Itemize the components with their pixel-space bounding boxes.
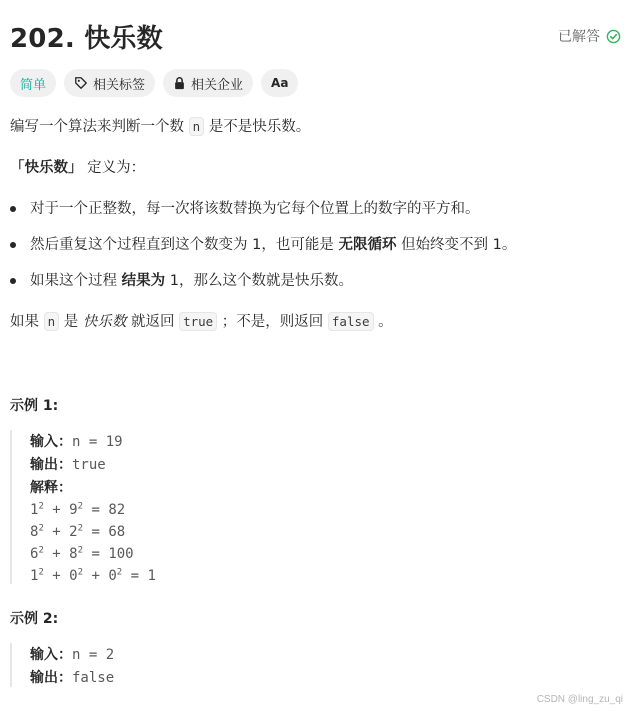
related-topics-button[interactable] [64,69,155,97]
check-circle-icon [606,29,621,44]
explanation-step: $1^2 + 0^2 + 0^2 = 1$ [30,567,156,584]
inline-code-n: n [44,312,60,331]
inline-code-true: true [179,312,217,331]
definition-text: 「快乐数」 定义为： [10,160,146,176]
example-1-title: 示例 1: [10,398,59,414]
tag-bar [10,69,298,97]
example-2-title: 示例 2: [10,611,59,627]
solved-status [558,26,621,46]
explanation-step: $1^2 + 9^2 = 82$ [30,501,126,518]
problem-title: 202. 快乐数 [10,23,163,54]
definition-term: 「快乐数」 [10,160,83,176]
intro-text: 编写一个算法来判断一个数 n 是不是快乐数。 [10,119,311,135]
related-companies-button[interactable] [163,69,253,97]
list-item: 如果这个过程 结果为 1，那么这个数就是快乐数。 [10,271,353,291]
example-2-block: 输入：n = 2 输出：false [10,643,114,687]
translate-button[interactable] [261,69,298,97]
title-row [10,18,621,54]
translate-icon: Aa [271,76,289,90]
return-rule-text: 如果 n 是 快乐数 就返回 true ；不是，则返回 false 。 [10,314,393,330]
explanation-step: $6^2 + 8^2 = 100$ [30,545,134,562]
tag-icon [74,76,88,90]
watermark: CSDN @ling_zu_qi [536,694,623,705]
related-companies-label: 相关企业 [191,77,244,93]
related-topics-label: 相关标签 [93,77,146,93]
bullet-dot [10,278,16,284]
bullet-dot [10,206,16,212]
inline-code-n: n [189,117,205,136]
example-1-block: 输入：n = 19 输出：true 解释： $1^2 + 9^2 = 82$ $8^2 + 2^2 = 68$ $6^2 + 8^2 = 100$ $1^2 + 0^2 + 0^2 = 1$ [10,430,156,584]
difficulty-label: 简单 [20,77,47,93]
lock-icon [173,76,186,90]
list-item: 然后重复这个过程直到这个数变为 1，也可能是 无限循环 但始终变不到 1。 [10,235,516,255]
explanation-step: $8^2 + 2^2 = 68$ [30,523,126,540]
inline-code-false: false [328,312,374,331]
difficulty-tag[interactable] [10,69,56,97]
list-item: 对于一个正整数，每一次将该数替换为它每个位置上的数字的平方和。 [10,199,480,219]
solved-label: 已解答 [558,29,600,45]
bullet-dot [10,242,16,248]
